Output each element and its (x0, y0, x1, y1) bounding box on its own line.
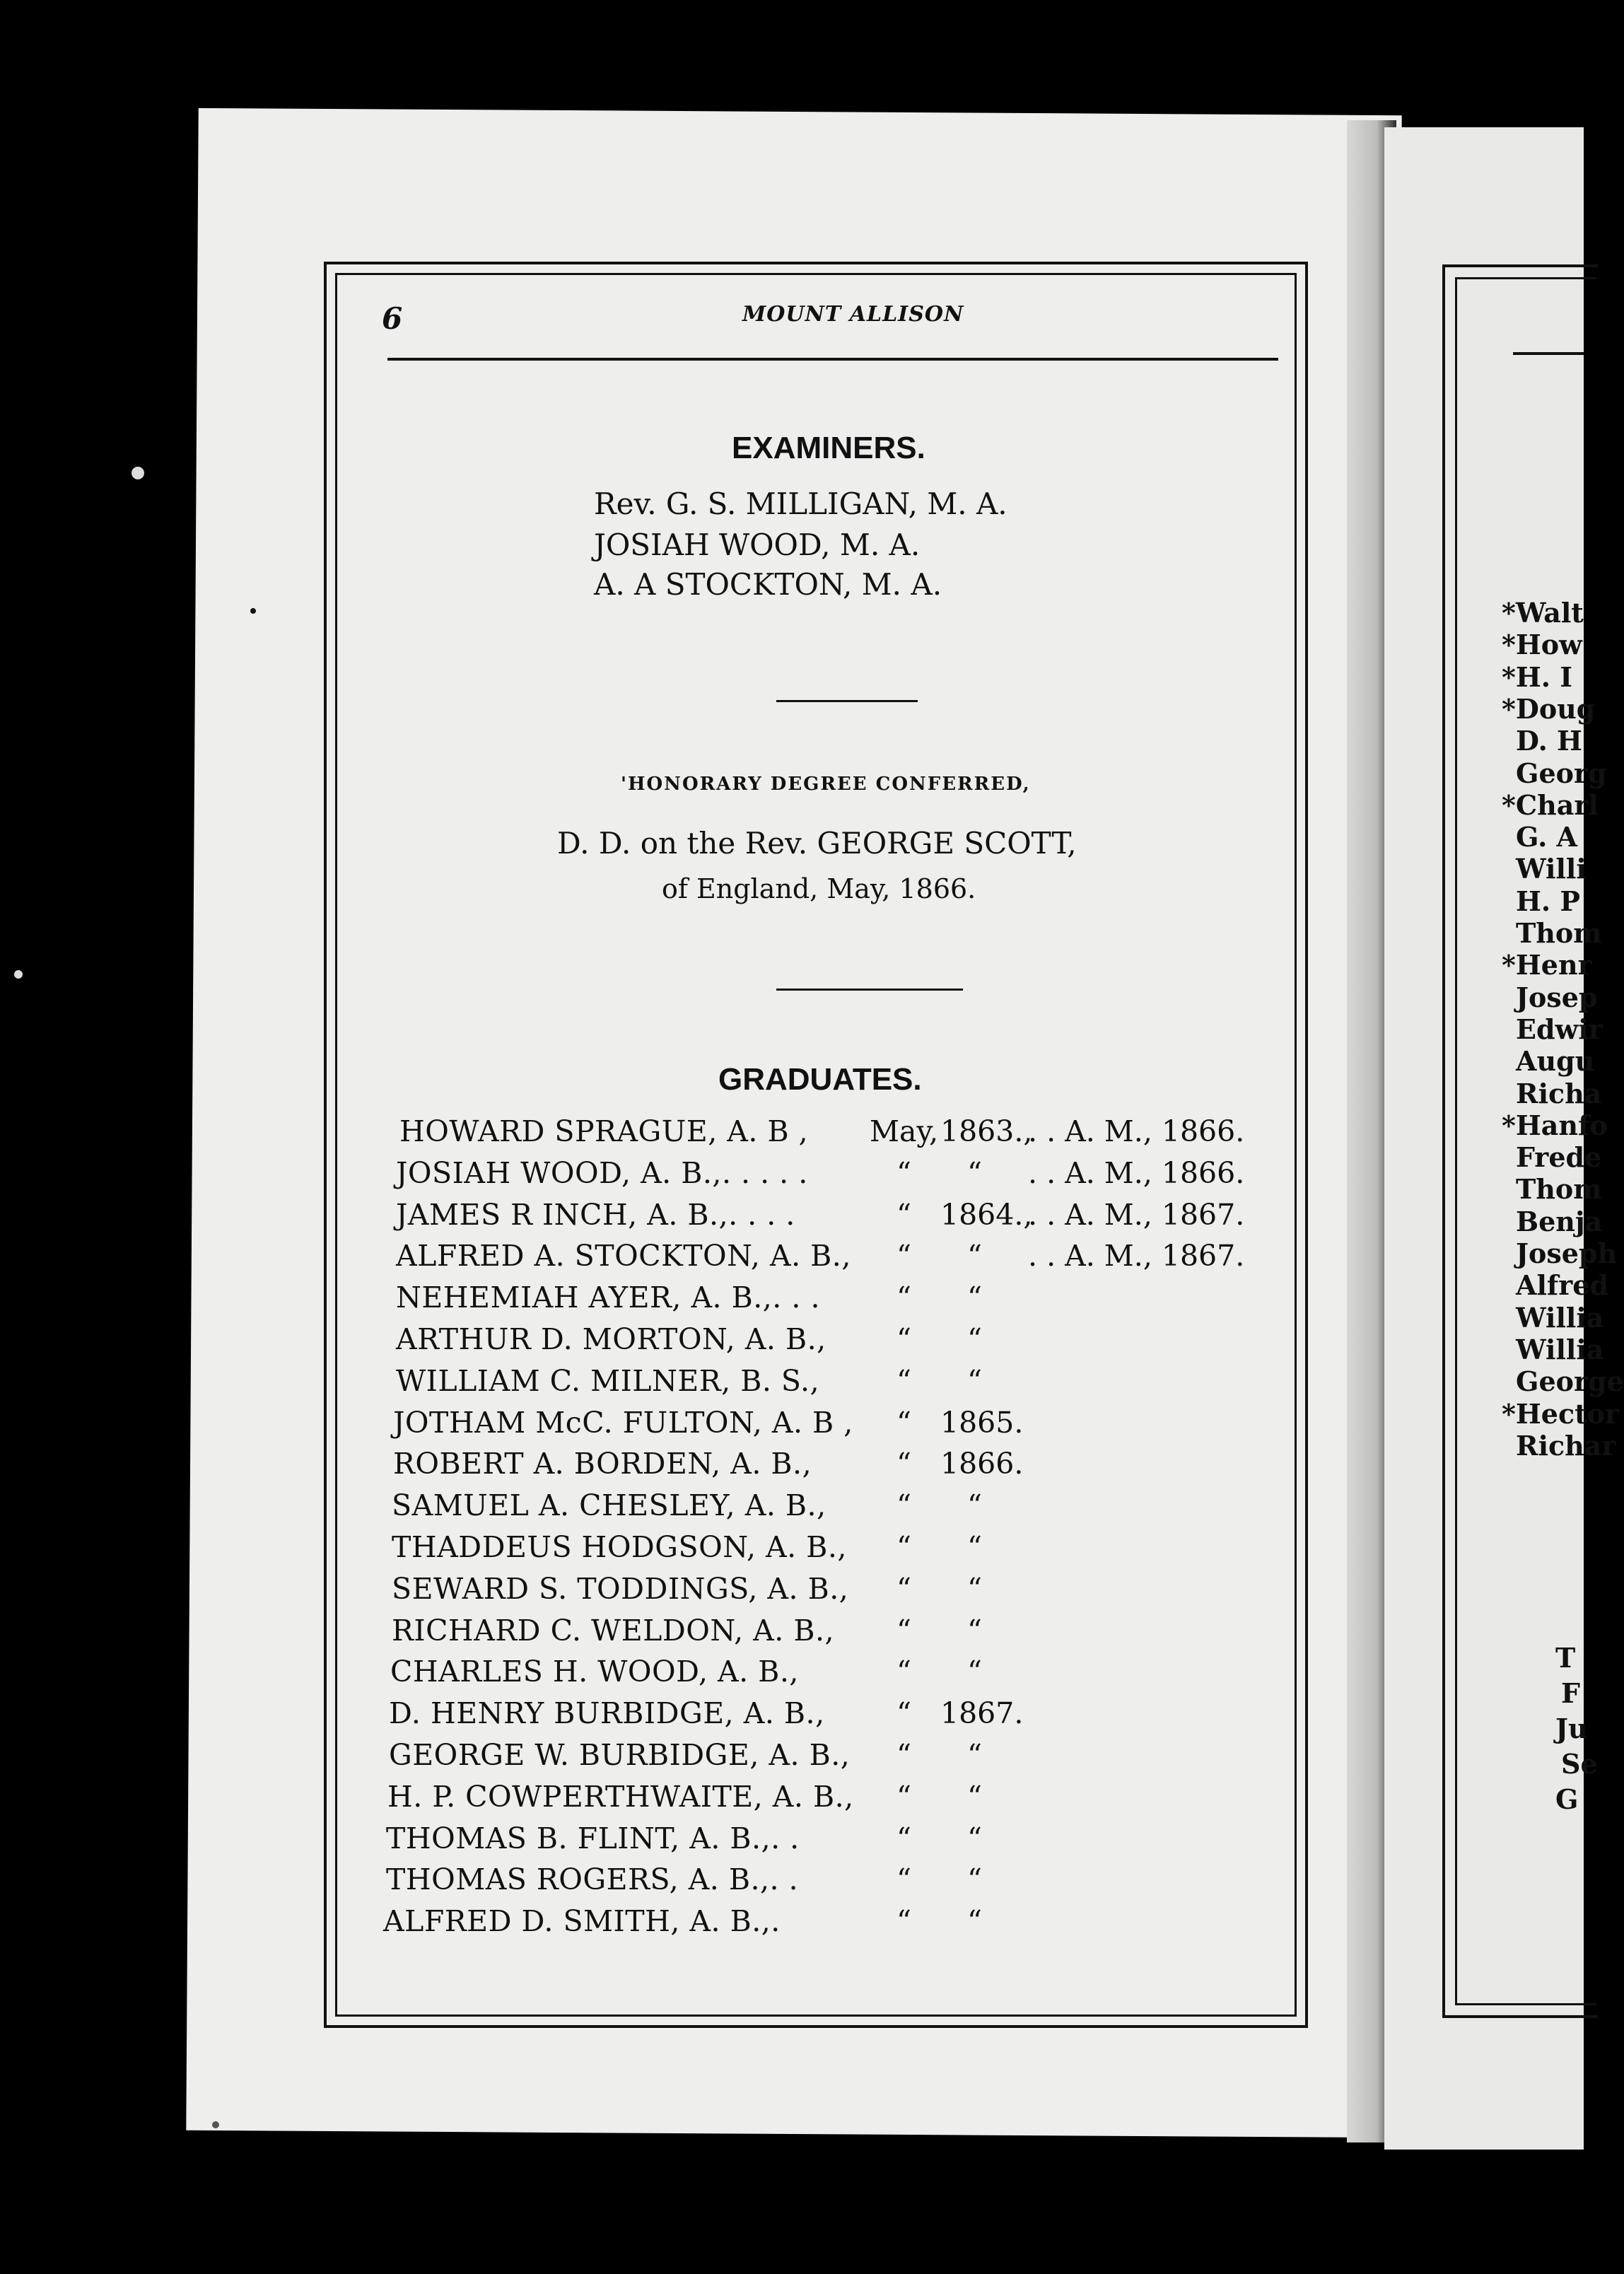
examiner-name: A. A STOCKTON, M. A. (594, 567, 942, 602)
section-divider (776, 989, 963, 991)
graduate-year: “ (967, 1156, 982, 1190)
graduate-year: “ (967, 1655, 982, 1689)
graduate-name: JAMES R INCH, A. B.,. . . . (396, 1198, 795, 1232)
facing-page-name: D. H (1516, 725, 1582, 757)
graduate-month: “ (896, 1780, 911, 1814)
graduate-name: JOSIAH WOOD, A. B.,. . . . . (396, 1156, 808, 1190)
facing-page-fragment: G (1555, 1783, 1579, 1815)
graduate-name: D. HENRY BURBIDGE, A. B., (389, 1696, 825, 1730)
graduate-year: “ (967, 1614, 982, 1648)
graduate-month: “ (896, 1696, 911, 1730)
graduate-master-degree: . . A. M., 1866. (1028, 1156, 1245, 1190)
facing-page-name: *Charl (1502, 789, 1599, 821)
running-head: MOUNT ALLISON (742, 302, 964, 327)
graduate-month: “ (896, 1322, 911, 1356)
graduate-year: “ (967, 1488, 982, 1522)
graduate-name: THOMAS B. FLINT, A. B.,. . (386, 1821, 800, 1855)
graduate-master-degree: . . A. M., 1867. (1028, 1239, 1245, 1273)
facing-page-name: Georg (1516, 757, 1607, 789)
examiners-heading: EXAMINERS. (732, 431, 925, 465)
facing-page-name: Josep (1516, 981, 1598, 1013)
facing-page-name: George (1516, 1365, 1624, 1397)
graduate-month: “ (896, 1821, 911, 1855)
facing-page-name: Benja (1516, 1206, 1603, 1237)
graduate-month: “ (896, 1198, 911, 1232)
facing-page-name: Willi (1516, 853, 1587, 885)
scan-speck (250, 608, 256, 614)
graduate-year: 1863., (940, 1114, 1033, 1148)
facing-page-name: *Doug (1502, 693, 1596, 725)
graduate-name: WILLIAM C. MILNER, B. S., (396, 1364, 820, 1398)
graduate-month: “ (896, 1406, 911, 1440)
graduate-month: “ (896, 1447, 911, 1481)
facing-page-name: Edwir (1516, 1013, 1603, 1045)
honorary-place-line: of England, May, 1866. (662, 873, 976, 904)
graduate-year: 1865. (940, 1406, 1024, 1440)
facing-page-name: Willia (1516, 1302, 1604, 1334)
graduate-year: “ (967, 1364, 982, 1398)
graduate-month: “ (896, 1488, 911, 1522)
graduate-name: ALFRED A. STOCKTON, A. B., (396, 1239, 851, 1273)
graduate-year: “ (967, 1862, 982, 1896)
honorary-degree-line: D. D. on the Rev. GEORGE SCOTT, (557, 826, 1077, 861)
graduate-year: “ (967, 1821, 982, 1855)
graduate-month: “ (896, 1239, 911, 1273)
graduate-month: “ (896, 1614, 911, 1648)
facing-page-name: Augu (1516, 1045, 1595, 1077)
facing-page-name: *H. I (1502, 661, 1573, 693)
facing-page-name: *Hector (1502, 1398, 1620, 1430)
graduate-master-degree: . . A. M., 1867. (1028, 1198, 1245, 1232)
facing-page-name: Richar (1516, 1430, 1616, 1462)
graduate-name: SAMUEL A. CHESLEY, A. B., (392, 1488, 826, 1522)
section-divider (776, 700, 918, 702)
graduate-month: “ (896, 1904, 911, 1938)
graduate-year: 1864., (940, 1198, 1033, 1232)
graduate-name: HOWARD SPRAGUE, A. B , (399, 1114, 809, 1148)
graduate-name: CHARLES H. WOOD, A. B., (390, 1655, 799, 1689)
graduate-year: “ (967, 1239, 982, 1273)
facing-page-fragment: T (1555, 1642, 1576, 1674)
graduate-month: “ (896, 1572, 911, 1606)
graduate-master-degree: . . A. M., 1866. (1028, 1114, 1245, 1148)
facing-page-name: Thom (1516, 917, 1602, 949)
facing-page-fragment: Se (1561, 1748, 1598, 1780)
scan-speck (14, 970, 23, 979)
graduate-name: THADDEUS HODGSON, A. B., (392, 1530, 847, 1564)
graduate-year: “ (967, 1572, 982, 1606)
graduate-name: ROBERT A. BORDEN, A. B., (393, 1447, 812, 1481)
facing-page-fragment: F (1561, 1677, 1580, 1709)
graduate-name: H. P. COWPERTHWAITE, A. B., (387, 1780, 854, 1814)
graduate-name: SEWARD S. TODDINGS, A. B., (392, 1572, 849, 1606)
graduate-year: 1866. (940, 1447, 1024, 1481)
facing-page-name: Joseph (1516, 1237, 1618, 1269)
facing-page-fragment: Ju (1555, 1713, 1588, 1744)
graduate-month: “ (896, 1530, 911, 1564)
graduate-year: “ (967, 1281, 982, 1314)
graduate-name: THOMAS ROGERS, A. B.,. . (386, 1862, 799, 1896)
graduate-name: GEORGE W. BURBIDGE, A. B., (389, 1738, 851, 1772)
graduate-month: “ (896, 1862, 911, 1896)
graduate-month: “ (896, 1156, 911, 1190)
facing-page-name: *Henr (1502, 949, 1592, 981)
graduate-month: “ (896, 1655, 911, 1689)
facing-page-name: *How (1502, 629, 1582, 660)
graduate-name: JOTHAM McC. FULTON, A. B , (393, 1406, 853, 1440)
graduate-month: “ (896, 1738, 911, 1772)
graduates-heading: GRADUATES. (718, 1062, 922, 1097)
graduate-month: “ (896, 1364, 911, 1398)
graduate-year: “ (967, 1904, 982, 1938)
header-rule (387, 358, 1278, 361)
honorary-heading: 'HONORARY DEGREE CONFERRED, (621, 774, 1031, 795)
graduate-name: ARTHUR D. MORTON, A. B., (396, 1322, 826, 1356)
facing-page-name: *Walt (1502, 597, 1584, 629)
facing-page-name: Alfred (1516, 1269, 1609, 1301)
graduate-year: “ (967, 1738, 982, 1772)
facing-page-name: Thom (1516, 1173, 1602, 1205)
facing-page-name: G. A (1516, 821, 1578, 853)
graduate-year: “ (967, 1322, 982, 1356)
scan-speck (132, 467, 144, 479)
scan-speck (212, 2121, 219, 2128)
graduate-name: RICHARD C. WELDON, A. B., (392, 1614, 835, 1648)
facing-page-name: *Hanfo (1502, 1109, 1608, 1141)
facing-header-rule (1513, 352, 1584, 355)
graduate-year: “ (967, 1780, 982, 1814)
facing-page-name: Frede (1516, 1141, 1602, 1173)
graduate-month: May, (870, 1114, 939, 1148)
graduate-month: “ (896, 1281, 911, 1314)
page-number: 6 (382, 301, 403, 336)
facing-page-name: Richa (1516, 1078, 1602, 1109)
facing-page-name: H. P (1516, 885, 1580, 917)
graduate-year: “ (967, 1530, 982, 1564)
facing-page-name: Willia (1516, 1334, 1604, 1365)
examiner-name: Rev. G. S. MILLIGAN, M. A. (594, 486, 1007, 521)
graduate-year: 1867. (940, 1696, 1024, 1730)
graduate-name: NEHEMIAH AYER, A. B.,. . . (396, 1281, 820, 1314)
examiner-name: JOSIAH WOOD, M. A. (594, 527, 921, 562)
graduate-name: ALFRED D. SMITH, A. B.,. (383, 1904, 781, 1938)
